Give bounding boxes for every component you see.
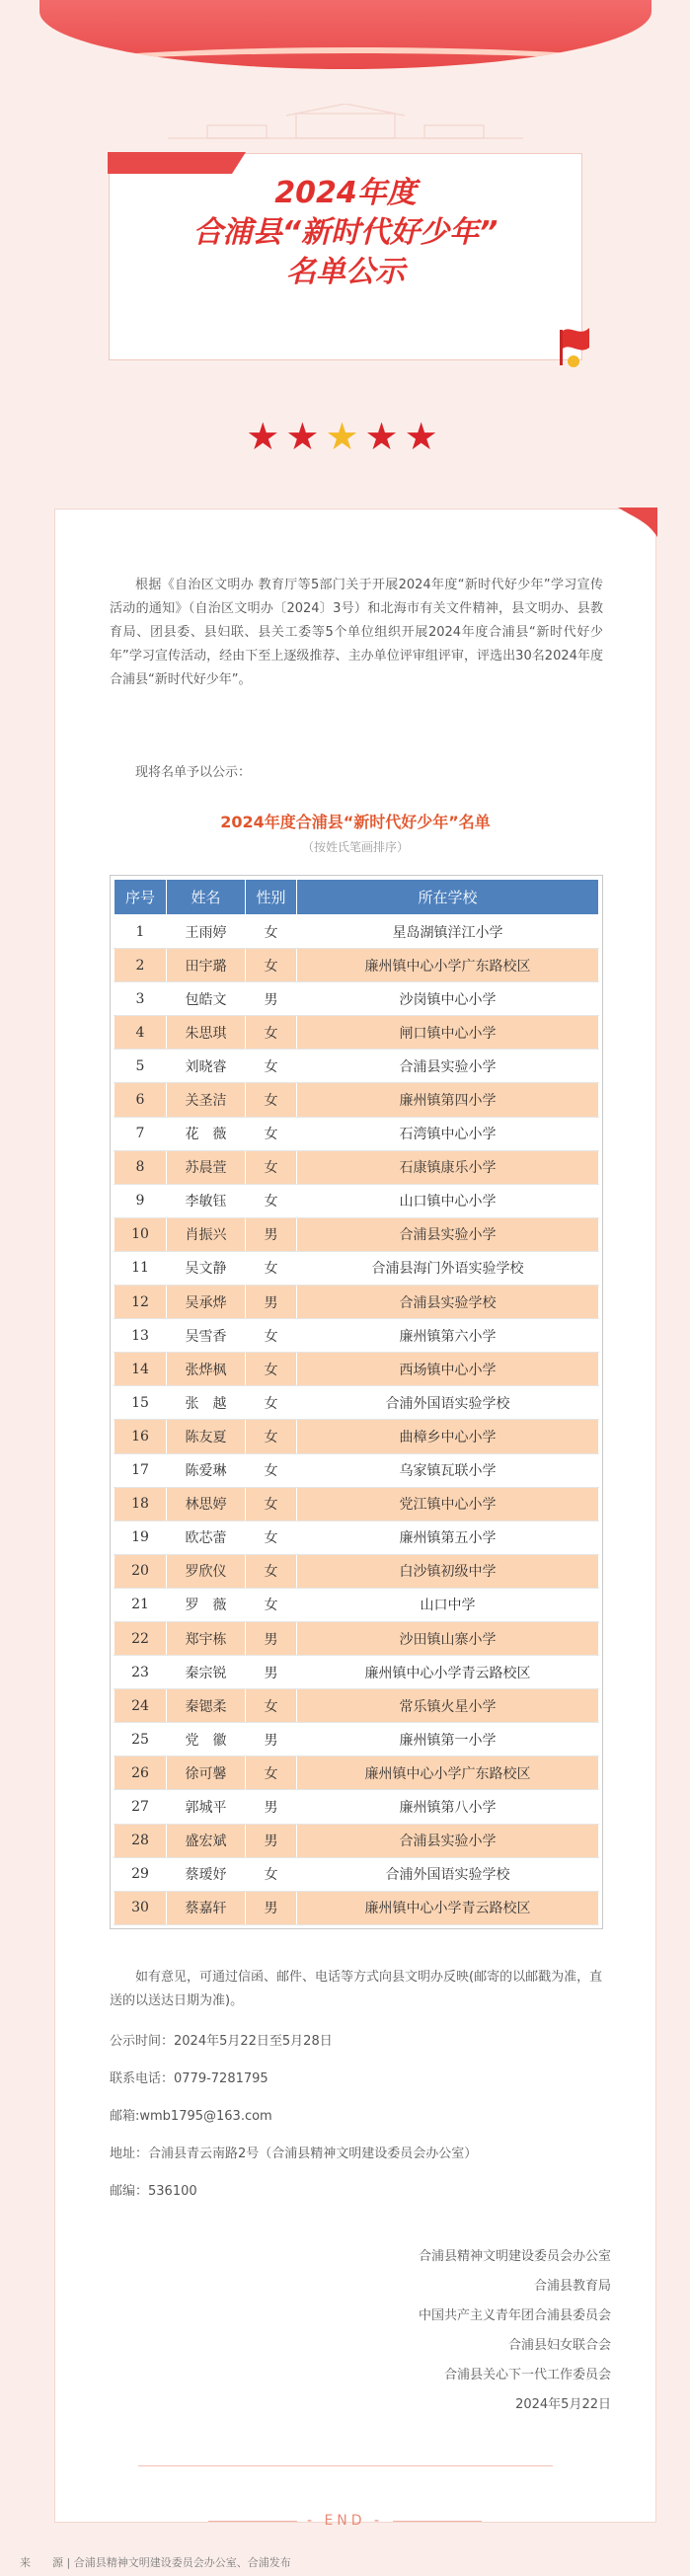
cell-school: 廉州镇第六小学: [297, 1319, 599, 1353]
cell-name: 陈友夏: [167, 1420, 246, 1453]
star-icon: ★: [404, 415, 444, 458]
cell-name: 欧芯蕾: [167, 1521, 246, 1554]
cell-no: 4: [115, 1016, 167, 1050]
cell-gender: 女: [246, 1117, 297, 1150]
cell-no: 2: [115, 949, 167, 982]
cell-school: 闸口镇中心小学: [297, 1016, 599, 1050]
signature-block: [315, 2242, 611, 2420]
table-row: [115, 1521, 599, 1554]
cell-no: 18: [115, 1487, 167, 1521]
cell-name: 罗欣仪: [167, 1554, 246, 1588]
cell-name: 苏晨萱: [167, 1150, 246, 1184]
cell-gender: 男: [246, 1621, 297, 1655]
cell-name: 肖振兴: [167, 1217, 246, 1251]
list-subtitle: （按姓氏笔画排序）: [301, 840, 409, 854]
star-icon: ★: [325, 415, 365, 458]
cell-no: 10: [115, 1217, 167, 1251]
cell-name: 林思婷: [167, 1487, 246, 1521]
cell-school: 廉州镇第八小学: [297, 1790, 599, 1824]
intro-paragraph: 根据《自治区文明办 教育厅等5部门关于开展2024年度“新时代好少年”学习宣传活动的通知》（自治区文明办〔2024〕3号）和北海市有关文件精神，县文明办、县教育局、团县委、县妇联、县关工委等5个单位组织开展2024年度合浦县“新时代好少年”学习宣传活动，经由下至上逐级推荐、主办单位评审组评审，评选出30名2024年度合浦县“新时代好少年”。: [110, 578, 603, 687]
source-line: 来 源 | 合浦县精神文明建设委员会办公室、合浦发布: [20, 2556, 291, 2569]
cell-no: 12: [115, 1286, 167, 1319]
signature-line: 合浦县关心下一代工作委员会: [443, 2368, 611, 2382]
cell-gender: 女: [246, 1016, 297, 1050]
cell-name: 蔡瑷妤: [167, 1857, 246, 1891]
honor-table: [110, 875, 603, 1929]
cell-no: 20: [115, 1554, 167, 1588]
cell-gender: 男: [246, 1824, 297, 1857]
phone-text: 联系电话：0779-7281795: [110, 2071, 268, 2086]
star-icon: ★: [364, 415, 405, 458]
cell-gender: 女: [246, 1353, 297, 1386]
postcode-text: 邮编：536100: [110, 2184, 197, 2199]
cell-no: 22: [115, 1621, 167, 1655]
end-divider: [138, 2465, 553, 2466]
cell-gender: 女: [246, 1487, 297, 1521]
cell-no: 5: [115, 1050, 167, 1083]
cell-name: 秦锶柔: [167, 1689, 246, 1723]
cell-school: 西场镇中心小学: [297, 1353, 599, 1386]
cell-no: 21: [115, 1588, 167, 1621]
table-row: [115, 1150, 599, 1184]
cell-school: 合浦县实验小学: [297, 1824, 599, 1857]
page-title: [110, 174, 581, 292]
cell-school: 常乐镇火星小学: [297, 1689, 599, 1723]
intro-announce: 现将名单予以公示：: [135, 765, 252, 780]
cell-school: 廉州镇中心小学青云路校区: [297, 1891, 599, 1924]
cell-gender: 男: [246, 1656, 297, 1689]
cell-gender: 女: [246, 1050, 297, 1083]
cell-school: 山口镇中心小学: [297, 1184, 599, 1217]
cell-name: 王雨婷: [167, 915, 246, 949]
banner-wave: [39, 47, 652, 69]
cell-school: 合浦县实验学校: [297, 1286, 599, 1319]
cell-name: 郑宇栋: [167, 1621, 246, 1655]
table-row: [115, 1689, 599, 1723]
table-row: [115, 1353, 599, 1386]
table-row: [115, 1050, 599, 1083]
skyline-decoration: [148, 104, 543, 143]
table-row: [115, 1723, 599, 1756]
cell-no: 8: [115, 1150, 167, 1184]
cell-name: 张烨枫: [167, 1353, 246, 1386]
cell-school: 合浦县实验小学: [297, 1050, 599, 1083]
cell-school: 廉州镇中心小学广东路校区: [297, 949, 599, 982]
cell-name: 花 薇: [167, 1117, 246, 1150]
table-row: [115, 982, 599, 1016]
cell-gender: 女: [246, 1386, 297, 1420]
table-body: [115, 915, 599, 1925]
cell-name: 罗 薇: [167, 1588, 246, 1621]
title-line-2: 合浦县“新时代好少年”: [192, 215, 498, 250]
cell-no: 6: [115, 1083, 167, 1117]
top-banner: [39, 0, 652, 69]
cell-no: 3: [115, 982, 167, 1016]
cell-school: 星岛湖镇洋江小学: [297, 915, 599, 949]
table-row: [115, 1251, 599, 1285]
cell-name: 关圣洁: [167, 1083, 246, 1117]
cell-gender: 女: [246, 1689, 297, 1723]
cell-gender: 女: [246, 1756, 297, 1790]
table-row: [115, 1756, 599, 1790]
cell-name: 郭城平: [167, 1790, 246, 1824]
cell-school: 党江镇中心小学: [297, 1487, 599, 1521]
cell-gender: 女: [246, 1588, 297, 1621]
signature-line: 合浦县妇女联合会: [507, 2338, 611, 2353]
cell-name: 李敏钰: [167, 1184, 246, 1217]
list-title: 2024年度合浦县“新时代好少年”名单: [220, 813, 491, 831]
cell-no: 30: [115, 1891, 167, 1924]
cell-name: 刘晓睿: [167, 1050, 246, 1083]
cell-gender: 女: [246, 1420, 297, 1453]
cell-school: 廉州镇第五小学: [297, 1521, 599, 1554]
cell-no: 14: [115, 1353, 167, 1386]
table-row: [115, 1891, 599, 1924]
cell-school: 曲樟乡中心小学: [297, 1420, 599, 1453]
main-card: [54, 508, 656, 2523]
cell-no: 1: [115, 915, 167, 949]
cell-gender: 女: [246, 1150, 297, 1184]
cell-no: 9: [115, 1184, 167, 1217]
table-row: [115, 1857, 599, 1891]
cell-no: 16: [115, 1420, 167, 1453]
cell-gender: 女: [246, 1319, 297, 1353]
table-header-row: [115, 880, 599, 915]
cell-school: 石湾镇中心小学: [297, 1117, 599, 1150]
table-row: [115, 1656, 599, 1689]
cell-gender: 男: [246, 1286, 297, 1319]
table-row: [115, 915, 599, 949]
cell-gender: 女: [246, 915, 297, 949]
cell-no: 15: [115, 1386, 167, 1420]
cell-school: 乌家镇瓦联小学: [297, 1453, 599, 1487]
cell-name: 吴雪香: [167, 1319, 246, 1353]
cell-no: 27: [115, 1790, 167, 1824]
title-line-3: 名单公示: [286, 255, 405, 289]
title-card: [109, 153, 582, 360]
table-row: [115, 1184, 599, 1217]
cell-no: 25: [115, 1723, 167, 1756]
cell-school: 白沙镇初级中学: [297, 1554, 599, 1588]
cell-gender: 女: [246, 949, 297, 982]
table-row: [115, 1286, 599, 1319]
cell-school: 合浦县海门外语实验学校: [297, 1251, 599, 1285]
end-mark: [0, 2513, 690, 2529]
cell-no: 26: [115, 1756, 167, 1790]
address-text: 地址：合浦县青云南路2号（合浦县精神文明建设委员会办公室）: [110, 2147, 478, 2161]
cell-school: 沙田镇山寨小学: [297, 1621, 599, 1655]
table-row: [115, 949, 599, 982]
table-row: [115, 1588, 599, 1621]
corner-flag-icon: [618, 507, 657, 537]
header-gender: 性别: [246, 880, 297, 915]
signature-line: 合浦县精神文明建设委员会办公室: [418, 2249, 611, 2264]
table-row: [115, 1453, 599, 1487]
cell-school: 廉州镇中心小学青云路校区: [297, 1656, 599, 1689]
cell-school: 合浦外国语实验学校: [297, 1386, 599, 1420]
star-icon: ★: [246, 415, 286, 458]
cell-gender: 女: [246, 1083, 297, 1117]
cell-gender: 女: [246, 1554, 297, 1588]
cell-gender: 女: [246, 1251, 297, 1285]
star-icon: ★: [285, 415, 326, 458]
table-row: [115, 1790, 599, 1824]
signature-date: 2024年5月22日: [515, 2397, 611, 2412]
table-row: [115, 1117, 599, 1150]
flag-icon: [554, 322, 593, 369]
cell-name: 陈爱琳: [167, 1453, 246, 1487]
cell-no: 24: [115, 1689, 167, 1723]
cell-name: 吴承烨: [167, 1286, 246, 1319]
cell-school: 石康镇康乐小学: [297, 1150, 599, 1184]
cell-school: 廉州镇第一小学: [297, 1723, 599, 1756]
cell-name: 包皓文: [167, 982, 246, 1016]
email-text: 邮箱:wmb1795@163.com: [110, 2109, 272, 2124]
cell-gender: 女: [246, 1521, 297, 1554]
cell-no: 11: [115, 1251, 167, 1285]
signature-line: 合浦县教育局: [533, 2279, 611, 2294]
cell-name: 吴文静: [167, 1251, 246, 1285]
cell-school: 廉州镇第四小学: [297, 1083, 599, 1117]
table-row: [115, 1420, 599, 1453]
cell-gender: 女: [246, 1857, 297, 1891]
cell-gender: 男: [246, 1217, 297, 1251]
table-row: [115, 1487, 599, 1521]
cell-no: 28: [115, 1824, 167, 1857]
cell-gender: 男: [246, 1790, 297, 1824]
cell-gender: 男: [246, 1891, 297, 1924]
stars-row: [0, 415, 690, 458]
header-name: 姓名: [167, 880, 246, 915]
table-row: [115, 1319, 599, 1353]
title-line-1: 2024年度: [274, 176, 417, 210]
feedback-text: 如有意见，可通过信函、邮件、电话等方式向县文明办反映(邮寄的以邮戳为准，直送的以送达日期为准)。: [110, 1970, 603, 2008]
cell-no: 7: [115, 1117, 167, 1150]
cell-no: 29: [115, 1857, 167, 1891]
signature-line: 中国共产主义青年团合浦县委员会: [418, 2308, 611, 2323]
cell-school: 合浦外国语实验学校: [297, 1857, 599, 1891]
header-school: 所在学校: [297, 880, 599, 915]
cell-name: 盛宏斌: [167, 1824, 246, 1857]
end-label: - END -: [306, 2513, 384, 2529]
cell-no: 19: [115, 1521, 167, 1554]
table-row: [115, 1824, 599, 1857]
cell-school: 山口中学: [297, 1588, 599, 1621]
cell-name: 徐可馨: [167, 1756, 246, 1790]
cell-name: 蔡嘉轩: [167, 1891, 246, 1924]
table-row: [115, 1016, 599, 1050]
cell-school: 合浦县实验小学: [297, 1217, 599, 1251]
header-no: 序号: [115, 880, 167, 915]
cell-name: 秦宗锐: [167, 1656, 246, 1689]
cell-gender: 女: [246, 1453, 297, 1487]
table-row: [115, 1083, 599, 1117]
cell-gender: 男: [246, 1723, 297, 1756]
table-row: [115, 1217, 599, 1251]
cell-school: 廉州镇中心小学广东路校区: [297, 1756, 599, 1790]
cell-name: 党 徽: [167, 1723, 246, 1756]
cell-name: 朱思琪: [167, 1016, 246, 1050]
cell-name: 张 越: [167, 1386, 246, 1420]
cell-no: 17: [115, 1453, 167, 1487]
cell-gender: 男: [246, 982, 297, 1016]
cell-school: 沙岗镇中心小学: [297, 982, 599, 1016]
table-row: [115, 1386, 599, 1420]
period-text: 公示时间：2024年5月22日至5月28日: [110, 2034, 333, 2049]
cell-no: 13: [115, 1319, 167, 1353]
cell-name: 田宇璐: [167, 949, 246, 982]
title-ribbon: [108, 152, 246, 174]
table-row: [115, 1621, 599, 1655]
cell-no: 23: [115, 1656, 167, 1689]
cell-gender: 女: [246, 1184, 297, 1217]
table-row: [115, 1554, 599, 1588]
